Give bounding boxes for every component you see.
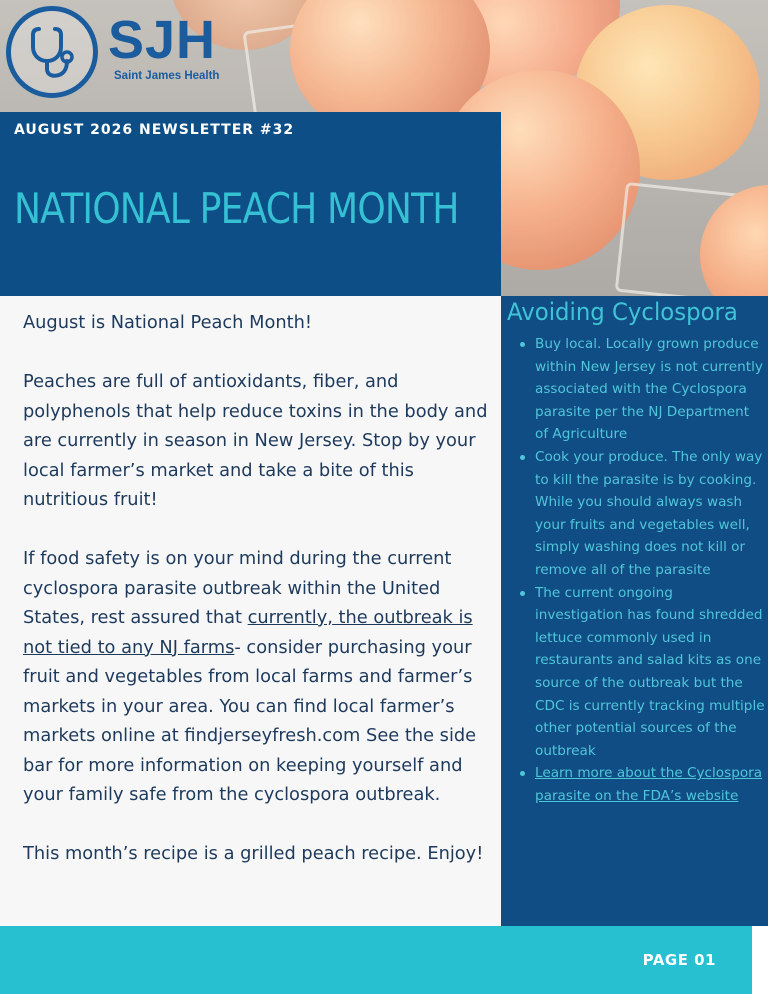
logo-subtitle: Saint James Health <box>114 70 220 82</box>
paragraph-food-safety <box>23 544 493 810</box>
underlined-notice: currently, the outbreak is not tied to any NJ farms <box>23 607 473 658</box>
logo <box>6 4 246 92</box>
sidebar <box>501 296 768 926</box>
list-item: Cook your produce. The only way to kill the parasite is by cooking. While you should always wash your fruits and vegetables well, simply washing does not kill or remove all of the parasite <box>517 446 765 582</box>
logo-name: SJH <box>108 10 217 70</box>
sidebar-title: Avoiding Cyclospora <box>507 298 738 326</box>
article-text <box>23 308 493 898</box>
footer <box>0 926 768 994</box>
paragraph-intro: August is National Peach Month! <box>23 312 312 333</box>
newsletter-issue: AUGUST 2026 NEWSLETTER #32 <box>14 122 295 138</box>
main-content <box>0 296 501 926</box>
stethoscope-icon <box>6 6 98 98</box>
paragraph-food-safety-start: If food safety is on your mind during the current cyclospora parasite outbreak within the United States, rest assured that <box>23 548 452 628</box>
list-item-link <box>517 762 765 807</box>
fda-link[interactable]: Learn more about the Cyclospora parasite on the FDA’s website <box>535 765 763 804</box>
paragraph-food-safety-end: - consider purchasing your fruit and vegetables from local farms and farmer’s markets in your area. You can find local farmer’s markets online at findjerseyfresh.com See the side bar for more information on keeping yourself and your family safe from the cyclospora outbreak. <box>23 636 477 805</box>
page-number: PAGE 01 <box>642 951 716 969</box>
paragraph-recipe: This month’s recipe is a grilled peach recipe. Enjoy! <box>23 843 484 864</box>
list-item: Buy local. Locally grown produce within New Jersey is not currently associated with the Cyclospora parasite per the NJ Department of Agriculture <box>517 333 765 446</box>
page-title: NATIONAL PEACH MONTH <box>14 184 459 233</box>
list-item: The current ongoing investigation has found shredded lettuce commonly used in restaurants and salad kits as one source of the outbreak but the CDC is currently tracking multiple other potential sources of the outbreak <box>517 582 765 763</box>
title-block <box>0 112 501 296</box>
sidebar-list <box>517 333 765 807</box>
paragraph-benefits: Peaches are full of antioxidants, fiber, and polyphenols that help reduce toxins in the body and are currently in season in New Jersey. Stop by your local farmer’s market and take a bite of this nutritious fruit! <box>23 371 488 510</box>
footer-band <box>0 926 752 994</box>
